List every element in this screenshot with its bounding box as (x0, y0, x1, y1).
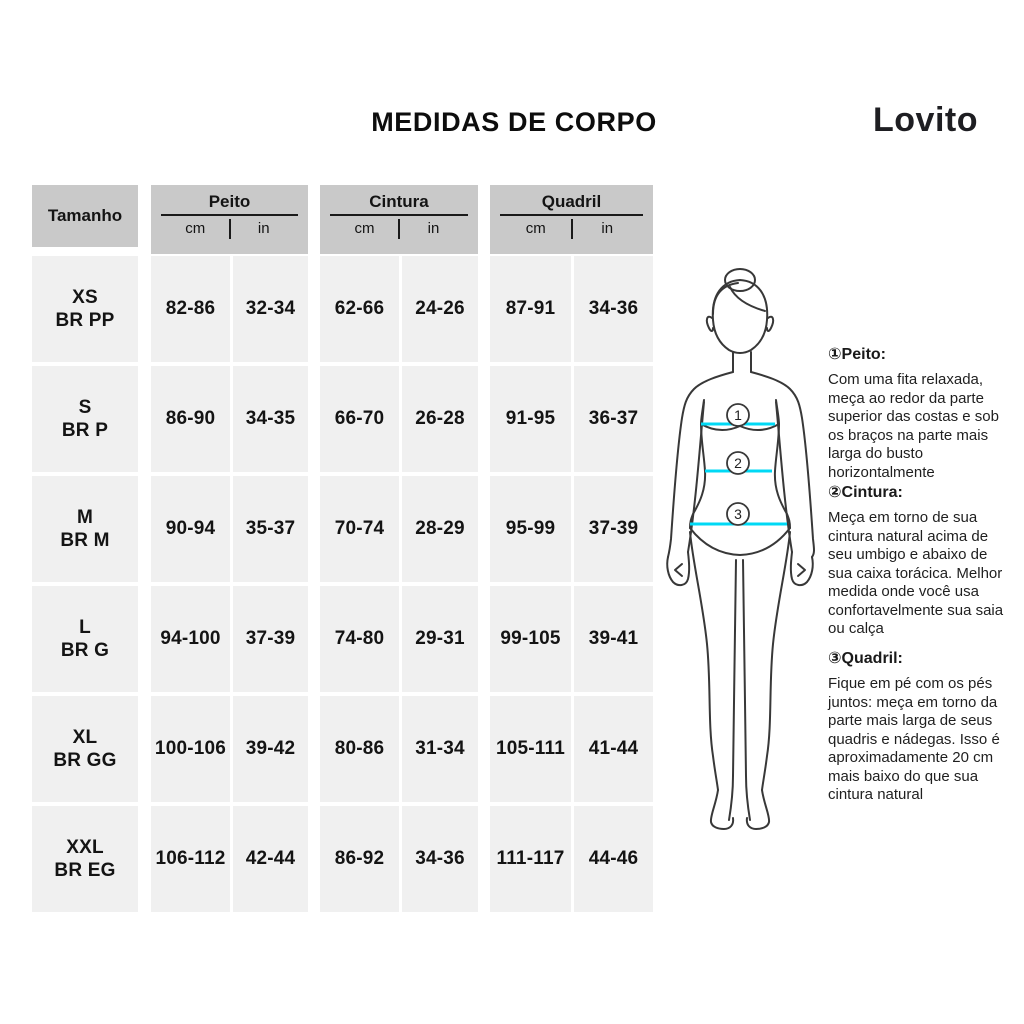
instruction-heading: ②Cintura: (828, 484, 903, 501)
instruction-body: Com uma fita relaxada, meça ao redor da parte superior das costas e sob os braços na parte mais larga do busto horizontalmente (828, 371, 999, 481)
value-cell: 34-35 (233, 366, 308, 472)
value-cell: 29-31 (402, 586, 478, 692)
value-cell: 80-86 (320, 696, 399, 802)
group-subheader (500, 214, 643, 237)
group-label: Cintura (369, 192, 429, 211)
group-label: Peito (208, 192, 251, 211)
group-label: Quadril (541, 192, 602, 211)
value-cell: 41-44 (574, 696, 653, 802)
size-br-label: BR PP (55, 310, 115, 331)
value-cell: 31-34 (402, 696, 478, 802)
size-label: M (76, 507, 94, 528)
instruction-section-quadril (828, 648, 1010, 805)
header-group-quadril (490, 185, 653, 254)
instruction-heading: ①Peito: (828, 346, 886, 363)
size-label: XS (72, 287, 98, 308)
instruction-section-peito (828, 344, 1010, 482)
value-cell: 39-42 (233, 696, 308, 802)
value-cell: 86-92 (320, 806, 399, 912)
value-cell: 35-37 (233, 476, 308, 582)
size-cell (32, 256, 138, 362)
value-cell: 37-39 (574, 476, 653, 582)
value-cell: 39-41 (574, 586, 653, 692)
value-cell: 91-95 (490, 366, 571, 472)
value-cell: 90-94 (151, 476, 230, 582)
group-subheader (161, 214, 298, 237)
value-cell: 70-74 (320, 476, 399, 582)
subheader-in: in (572, 216, 644, 237)
size-label: XL (72, 727, 98, 748)
subheader-cm: cm (525, 220, 546, 237)
marker-label-3: 3 (734, 506, 742, 522)
body-outline (667, 269, 814, 829)
value-cell: 105-111 (490, 696, 571, 802)
value-cell: 74-80 (320, 586, 399, 692)
header-group-peito (151, 185, 308, 254)
size-br-label: BR GG (53, 750, 117, 771)
value-cell: 86-90 (151, 366, 230, 472)
value-cell: 34-36 (574, 256, 653, 362)
value-cell: 36-37 (574, 366, 653, 472)
header-corner-tamanho: Tamanho (32, 185, 138, 247)
size-br-label: BR P (61, 420, 109, 441)
value-cell: 44-46 (574, 806, 653, 912)
body-figure (660, 264, 840, 844)
value-cell: 106-112 (151, 806, 230, 912)
subheader-in: in (399, 216, 468, 237)
value-cell: 26-28 (402, 366, 478, 472)
size-cell (32, 476, 138, 582)
value-cell: 32-34 (233, 256, 308, 362)
value-cell: 87-91 (490, 256, 571, 362)
value-cell: 24-26 (402, 256, 478, 362)
size-label: L (79, 617, 91, 638)
value-cell: 100-106 (151, 696, 230, 802)
value-cell: 94-100 (151, 586, 230, 692)
value-cell: 82-86 (151, 256, 230, 362)
marker-label-1: 1 (734, 407, 742, 423)
size-cell (32, 586, 138, 692)
value-cell: 62-66 (320, 256, 399, 362)
value-cell: 99-105 (490, 586, 571, 692)
size-label: S (78, 397, 92, 418)
size-br-label: BR G (60, 640, 110, 661)
value-cell: 42-44 (233, 806, 308, 912)
value-cell: 66-70 (320, 366, 399, 472)
subheader-in: in (230, 216, 299, 237)
instruction-section-cintura (828, 482, 1010, 639)
header-group-cintura (320, 185, 478, 254)
value-cell: 28-29 (402, 476, 478, 582)
value-cell: 37-39 (233, 586, 308, 692)
size-br-label: BR EG (54, 860, 116, 881)
subheader-cm: cm (354, 220, 375, 237)
page-title: MEDIDAS DE CORPO (371, 107, 657, 137)
instruction-heading: ③Quadril: (828, 650, 903, 667)
value-cell: 95-99 (490, 476, 571, 582)
subheader-cm: cm (185, 220, 206, 237)
instruction-body: Meça em torno de sua cintura natural acima de seu umbigo e abaixo de sua caixa torácica. Melhor medida onde você usa confortavelmente sua saia ou calça (828, 509, 1004, 637)
size-label: XXL (66, 837, 104, 858)
size-cell (32, 696, 138, 802)
size-br-label: BR M (60, 530, 110, 551)
instruction-body: Fique em pé com os pés juntos: meça em torno da parte mais larga de seus quadris e nádegas. Isso é aproximadamente 20 cm mais baixo do que sua cintura natural (828, 675, 1000, 803)
value-cell: 111-117 (490, 806, 571, 912)
brand-logo: Lovito (873, 101, 978, 139)
size-cell (32, 366, 138, 472)
marker-label-2: 2 (734, 455, 742, 471)
group-subheader (330, 214, 468, 237)
size-cell (32, 806, 138, 912)
value-cell: 34-36 (402, 806, 478, 912)
